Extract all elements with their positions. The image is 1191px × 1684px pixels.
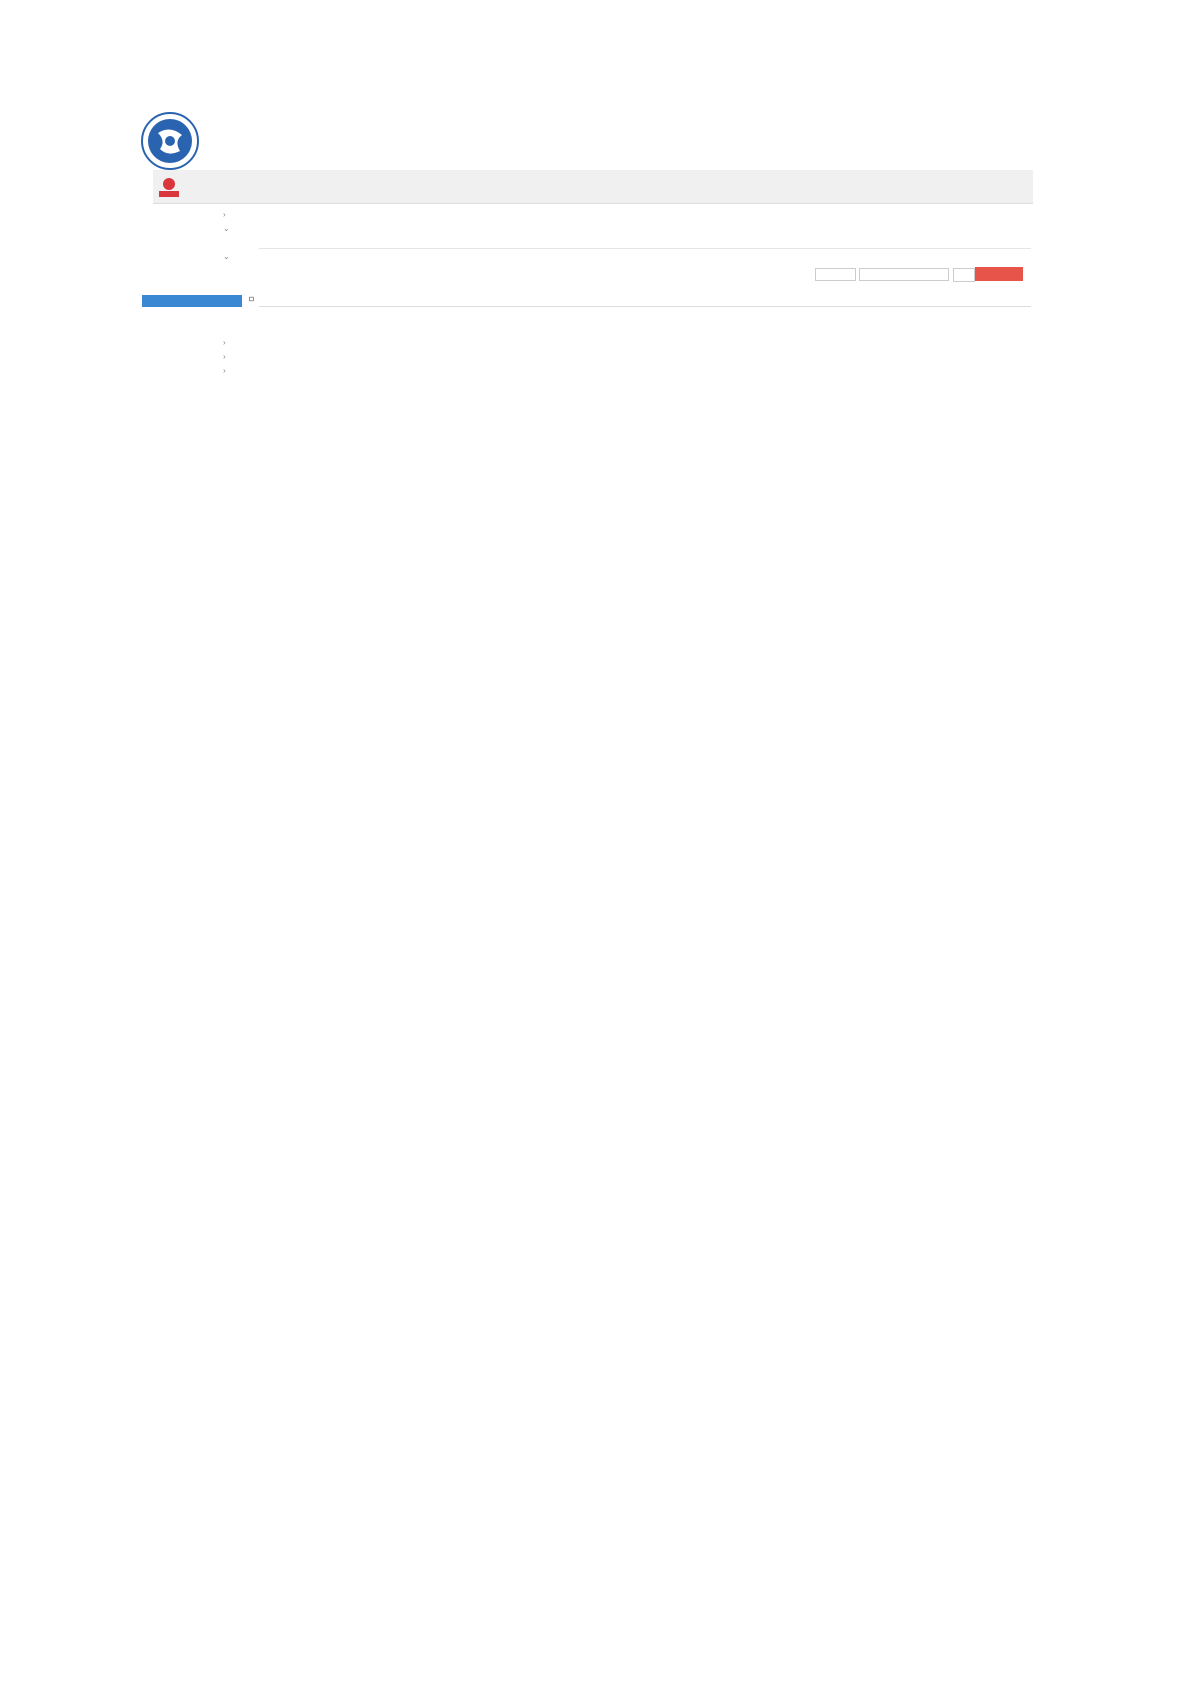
chevron-down-icon: ⌄: [223, 224, 230, 233]
filter-select[interactable]: [815, 268, 856, 281]
college-header: [140, 108, 560, 178]
console-topbar: [153, 170, 1033, 204]
cloud-console-screenshot: [153, 170, 1033, 390]
filter-input[interactable]: [859, 268, 949, 281]
filter-button[interactable]: [953, 268, 975, 282]
college-logo-icon: [140, 111, 200, 171]
chevron-right-icon: ›: [223, 210, 226, 219]
sidebar-item-instances[interactable]: [142, 295, 242, 307]
divider: [259, 306, 1031, 307]
chevron-right-icon: ›: [223, 352, 226, 361]
divider: [259, 248, 1031, 249]
chevron-down-icon: ⌄: [223, 252, 230, 261]
chevron-right-icon: ›: [223, 338, 226, 347]
select-all-checkbox[interactable]: ☐: [249, 297, 254, 303]
chevron-right-icon: ›: [223, 366, 226, 375]
console-logo-icon: [157, 176, 181, 198]
console-sidebar: [153, 204, 252, 390]
delete-instances-button[interactable]: [975, 267, 1023, 281]
